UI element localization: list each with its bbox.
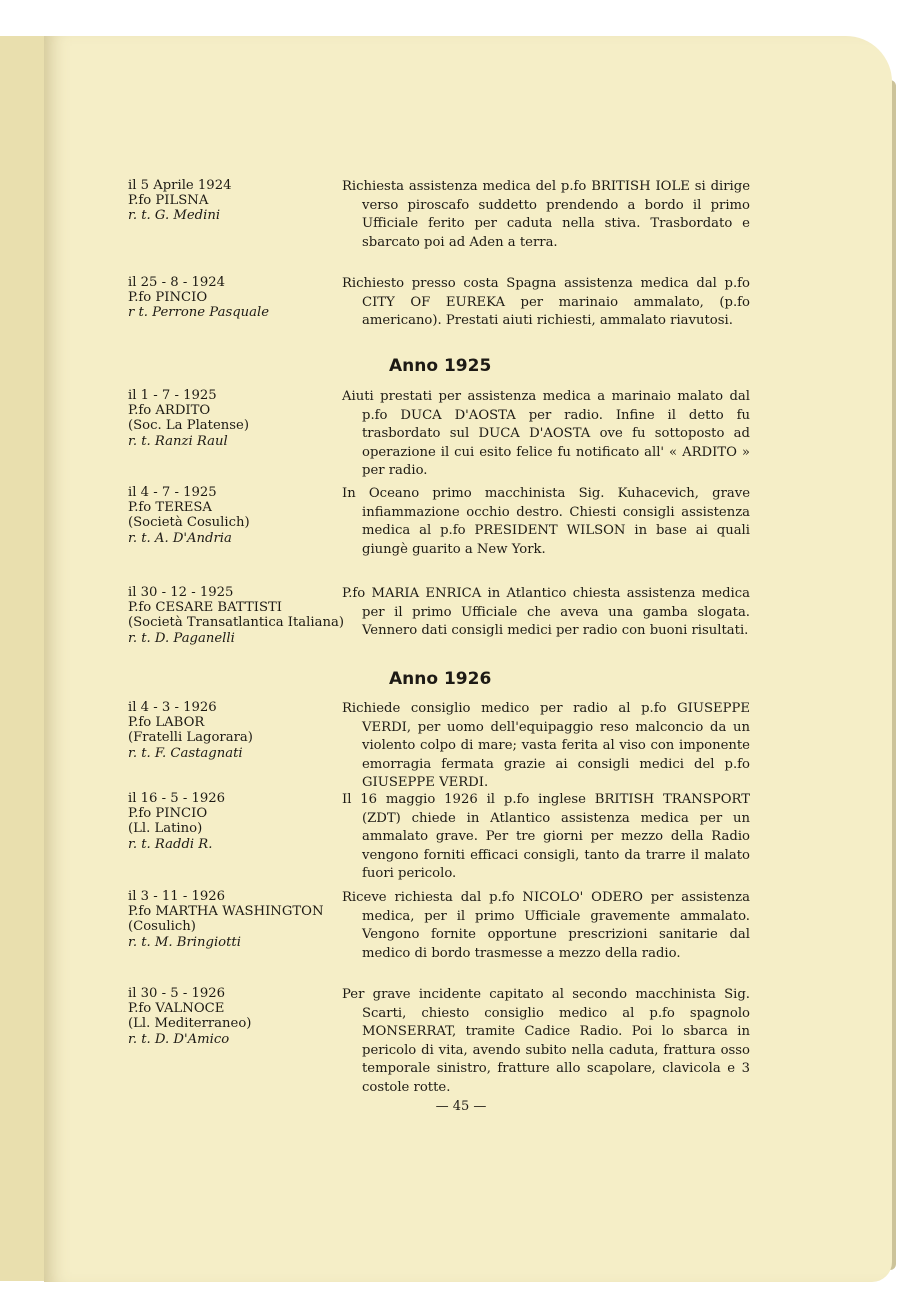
entry-date: il 16 - 5 - 1926 xyxy=(128,791,226,806)
entry-operator: r. t. D. Paganelli xyxy=(128,630,235,646)
entry-operator: r t. Perrone Pasquale xyxy=(128,305,270,321)
entry-meta xyxy=(128,275,338,321)
entry-description: P.fo MARIA ENRICA in Atlantico chiesta assistenza medica per il primo Ufficiale che aveva una gamba slogata. Vennero dati consigli medici per radio con buoni risultati. xyxy=(342,586,750,639)
entry-operator: r. t. F. Castagnati xyxy=(128,745,243,761)
entry-meta xyxy=(128,178,338,224)
entry-text xyxy=(342,585,750,641)
entry-operator: r. t. A. D'Andria xyxy=(128,530,232,546)
entry-ship: P.fo PILSNA xyxy=(128,193,209,209)
entry-text xyxy=(342,178,750,252)
entry-date: il 3 - 11 - 1926 xyxy=(128,889,226,904)
entry-ship: P.fo PINCIO xyxy=(128,290,208,306)
entry-date: il 5 Aprile 1924 xyxy=(128,178,232,193)
entry-owner: (Ll. Mediterraneo) xyxy=(128,1016,252,1032)
entry-ship: P.fo TERESA xyxy=(128,500,212,516)
entry-owner: (Ll. Latino) xyxy=(128,821,203,837)
entry-date: il 4 - 7 - 1925 xyxy=(128,485,217,500)
year-heading-1926: Anno 1926 xyxy=(389,669,492,689)
entry-description: Il 16 maggio 1926 il p.fo inglese BRITISH TRANSPORT (ZDT) chiede in Atlantico assistenza medica per un ammalato grave. Per tre giorni per mezzo della Radio vengono forniti efficaci consigli, tanto da trarre il malato fuori pericolo. xyxy=(342,792,750,882)
entry-owner: (Società Transatlantica Italiana) xyxy=(128,615,344,631)
entry-meta xyxy=(128,585,344,646)
entry-operator: r. t. Ranzi Raul xyxy=(128,433,228,449)
entry-meta xyxy=(128,485,338,546)
entry-owner: (Fratelli Lagorara) xyxy=(128,730,253,746)
entry-description: In Oceano primo macchinista Sig. Kuhacevich, grave infiammazione occhio destro. Chiesti consigli assistenza medica al p.fo PRESIDENT WILSON in base ai quali giungè guarito a New York. xyxy=(342,486,750,557)
entry-text xyxy=(342,700,750,793)
entry-operator: r. t. G. Medini xyxy=(128,208,221,224)
entry-description: Richiesto presso costa Spagna assistenza medica dal p.fo CITY OF EUREKA per marinaio ammalato, (p.fo americano). Prestati aiuti richiesti, ammalato riavutosi. xyxy=(342,276,750,329)
entry-meta xyxy=(128,986,338,1047)
entry-meta xyxy=(128,889,338,950)
entry-operator: r. t. D. D'Amico xyxy=(128,1031,230,1047)
entry-ship: P.fo MARTHA WASHINGTON xyxy=(128,904,324,920)
entry-date: il 4 - 3 - 1926 xyxy=(128,700,217,715)
entry-description: Riceve richiesta dal p.fo NICOLO' ODERO per assistenza medica, per il primo Ufficiale gravemente ammalato. Vengono fornite opportune prescrizioni sanitarie dal medico di bordo trasmesse a mezzo della radio. xyxy=(342,890,750,961)
entry-date: il 25 - 8 - 1924 xyxy=(128,275,226,290)
entry-operator: r. t. Raddi R. xyxy=(128,836,213,852)
entry-description: Aiuti prestati per assistenza medica a marinaio malato dal p.fo DUCA D'AOSTA per radio. Infine il detto fu trasbordato sul DUCA D'AOSTA ove fu sottoposto ad operazione il cui esito felice fu notificato all' « ARDITO » per radio. xyxy=(342,389,750,479)
entry-text xyxy=(342,889,750,963)
entry-ship: P.fo VALNOCE xyxy=(128,1001,225,1017)
entry-meta xyxy=(128,700,338,761)
entry-owner: (Soc. La Platense) xyxy=(128,418,249,434)
entry-description: Per grave incidente capitato al secondo macchinista Sig. Scarti, chiesto consiglio medico al p.fo spagnolo MONSERRAT, tramite Cadice Radio. Poi lo sbarca in pericolo di vita, avendo subito nella caduta, frattura osso temporale sinistro, fratture allo scapolare, clavicola e 3 costole rotte. xyxy=(342,987,750,1095)
entry-description: Richiede consiglio medico per radio al p.fo GIUSEPPE VERDI, per uomo dell'equipaggio reso malconcio da un violento colpo di mare; vasta ferita al viso con imponente emorragia fermata grazie ai consigli medici del p.fo GIUSEPPE VERDI. xyxy=(342,701,750,791)
entry-meta xyxy=(128,388,338,449)
entry-text xyxy=(342,388,750,481)
entry-ship: P.fo LABOR xyxy=(128,715,205,731)
entry-description: Richiesta assistenza medica del p.fo BRITISH IOLE si dirige verso piroscafo suddetto prendendo a bordo il primo Ufficiale ferito per caduta nella stiva. Trasbordato e sbarcato poi ad Aden a terra. xyxy=(342,179,750,250)
entry-text xyxy=(342,986,750,1098)
entry-meta xyxy=(128,791,338,852)
entry-text xyxy=(342,485,750,559)
entry-text xyxy=(342,791,750,884)
year-heading-1925: Anno 1925 xyxy=(389,356,492,376)
entry-ship: P.fo CESARE BATTISTI xyxy=(128,600,283,616)
page-number: — 45 — xyxy=(435,1099,487,1114)
entry-date: il 30 - 5 - 1926 xyxy=(128,986,226,1001)
entry-text xyxy=(342,275,750,331)
entry-owner: (Cosulich) xyxy=(128,919,196,935)
entry-ship: P.fo ARDITO xyxy=(128,403,211,419)
entry-ship: P.fo PINCIO xyxy=(128,806,208,822)
entry-operator: r. t. M. Bringiotti xyxy=(128,934,241,950)
entry-owner: (Società Cosulich) xyxy=(128,515,250,531)
entry-date: il 30 - 12 - 1925 xyxy=(128,585,234,600)
entry-date: il 1 - 7 - 1925 xyxy=(128,388,217,403)
